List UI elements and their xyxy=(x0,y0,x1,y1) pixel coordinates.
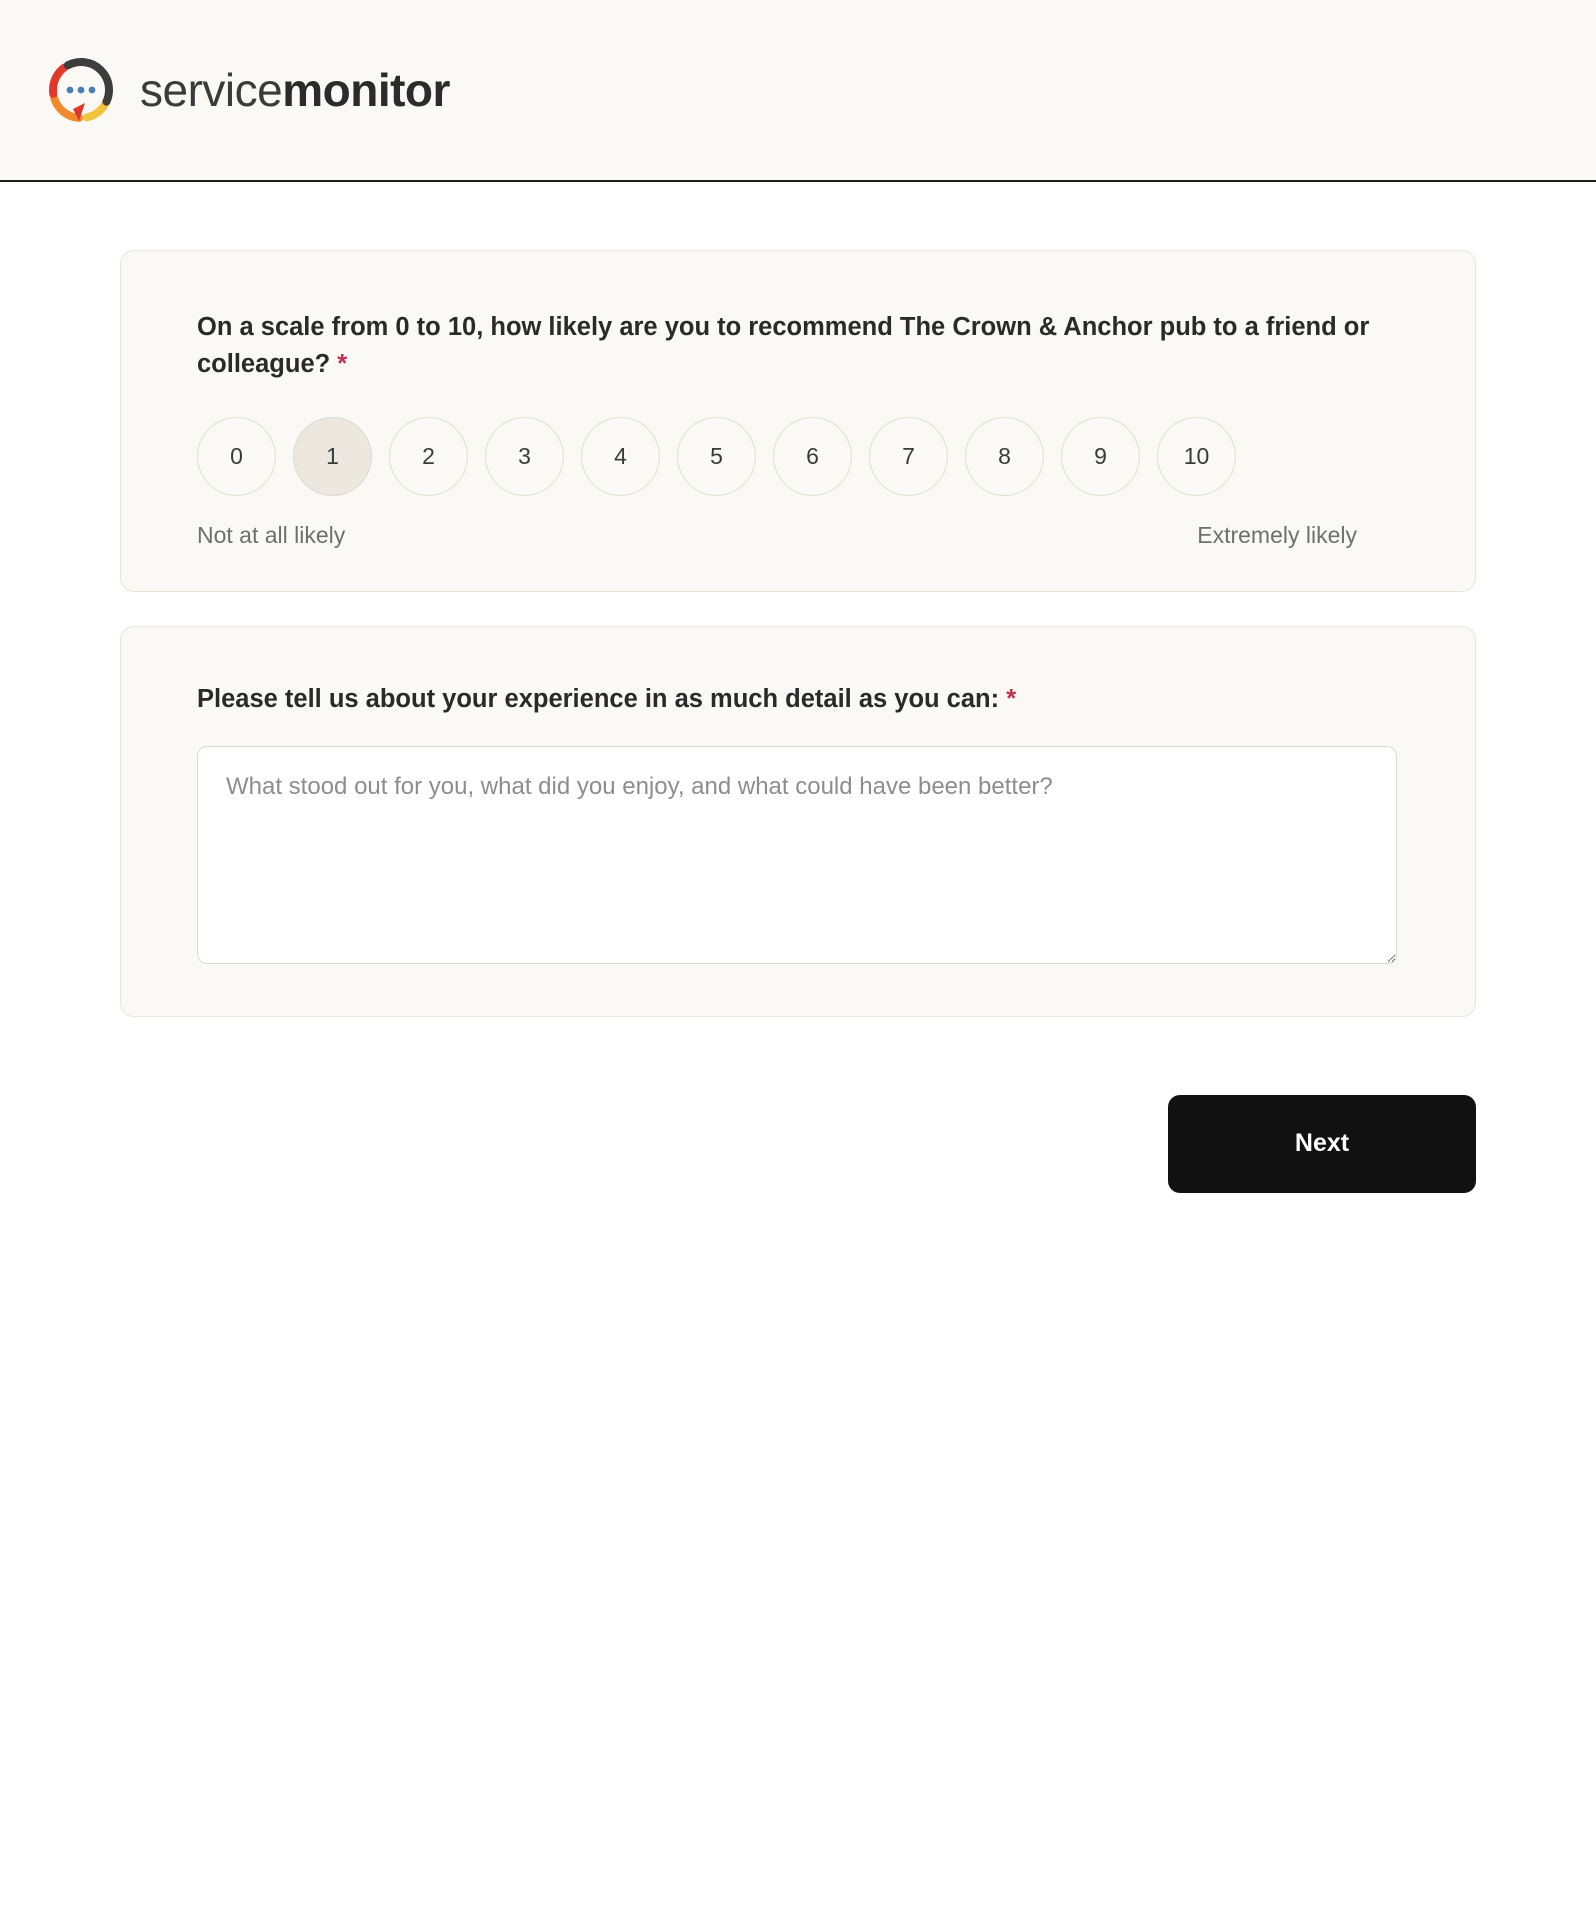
brand-name-bold: monitor xyxy=(282,64,450,116)
nps-option-1[interactable]: 1 xyxy=(293,417,372,496)
nps-required-marker: * xyxy=(337,349,348,378)
next-button[interactable]: Next xyxy=(1168,1095,1476,1193)
nps-question-label xyxy=(197,309,1399,383)
comment-question-label xyxy=(197,681,1399,718)
comment-question-card xyxy=(120,626,1476,1017)
experience-textarea[interactable] xyxy=(197,746,1397,964)
nps-option-3[interactable]: 3 xyxy=(485,417,564,496)
nps-question-text: On a scale from 0 to 10, how likely are you to recommend The Crown & Anchor pub to a friend or colleague? xyxy=(197,313,1370,378)
nps-scale xyxy=(197,417,1399,496)
form-actions xyxy=(0,1051,1596,1193)
page-header xyxy=(0,0,1596,182)
nps-option-5[interactable]: 5 xyxy=(677,417,756,496)
nps-option-4[interactable]: 4 xyxy=(581,417,660,496)
brand-name-light: service xyxy=(140,64,283,116)
nps-option-6[interactable]: 6 xyxy=(773,417,852,496)
brand-wordmark xyxy=(140,63,450,117)
comment-question-text: Please tell us about your experience in as much detail as you can: xyxy=(197,684,1000,713)
nps-low-label: Not at all likely xyxy=(197,521,346,548)
servicemonitor-circle-logo-icon xyxy=(44,53,118,127)
nps-high-label: Extremely likely xyxy=(1197,521,1357,548)
comment-required-marker: * xyxy=(1006,684,1017,713)
brand-logo xyxy=(44,53,450,127)
nps-question-card xyxy=(120,250,1476,592)
nps-option-0[interactable]: 0 xyxy=(197,417,276,496)
survey-content xyxy=(0,182,1596,1017)
nps-option-9[interactable]: 9 xyxy=(1061,417,1140,496)
nps-option-10[interactable]: 10 xyxy=(1157,417,1236,496)
nps-option-2[interactable]: 2 xyxy=(389,417,468,496)
nps-scale-endpoints xyxy=(197,522,1357,549)
nps-option-8[interactable]: 8 xyxy=(965,417,1044,496)
nps-option-7[interactable]: 7 xyxy=(869,417,948,496)
